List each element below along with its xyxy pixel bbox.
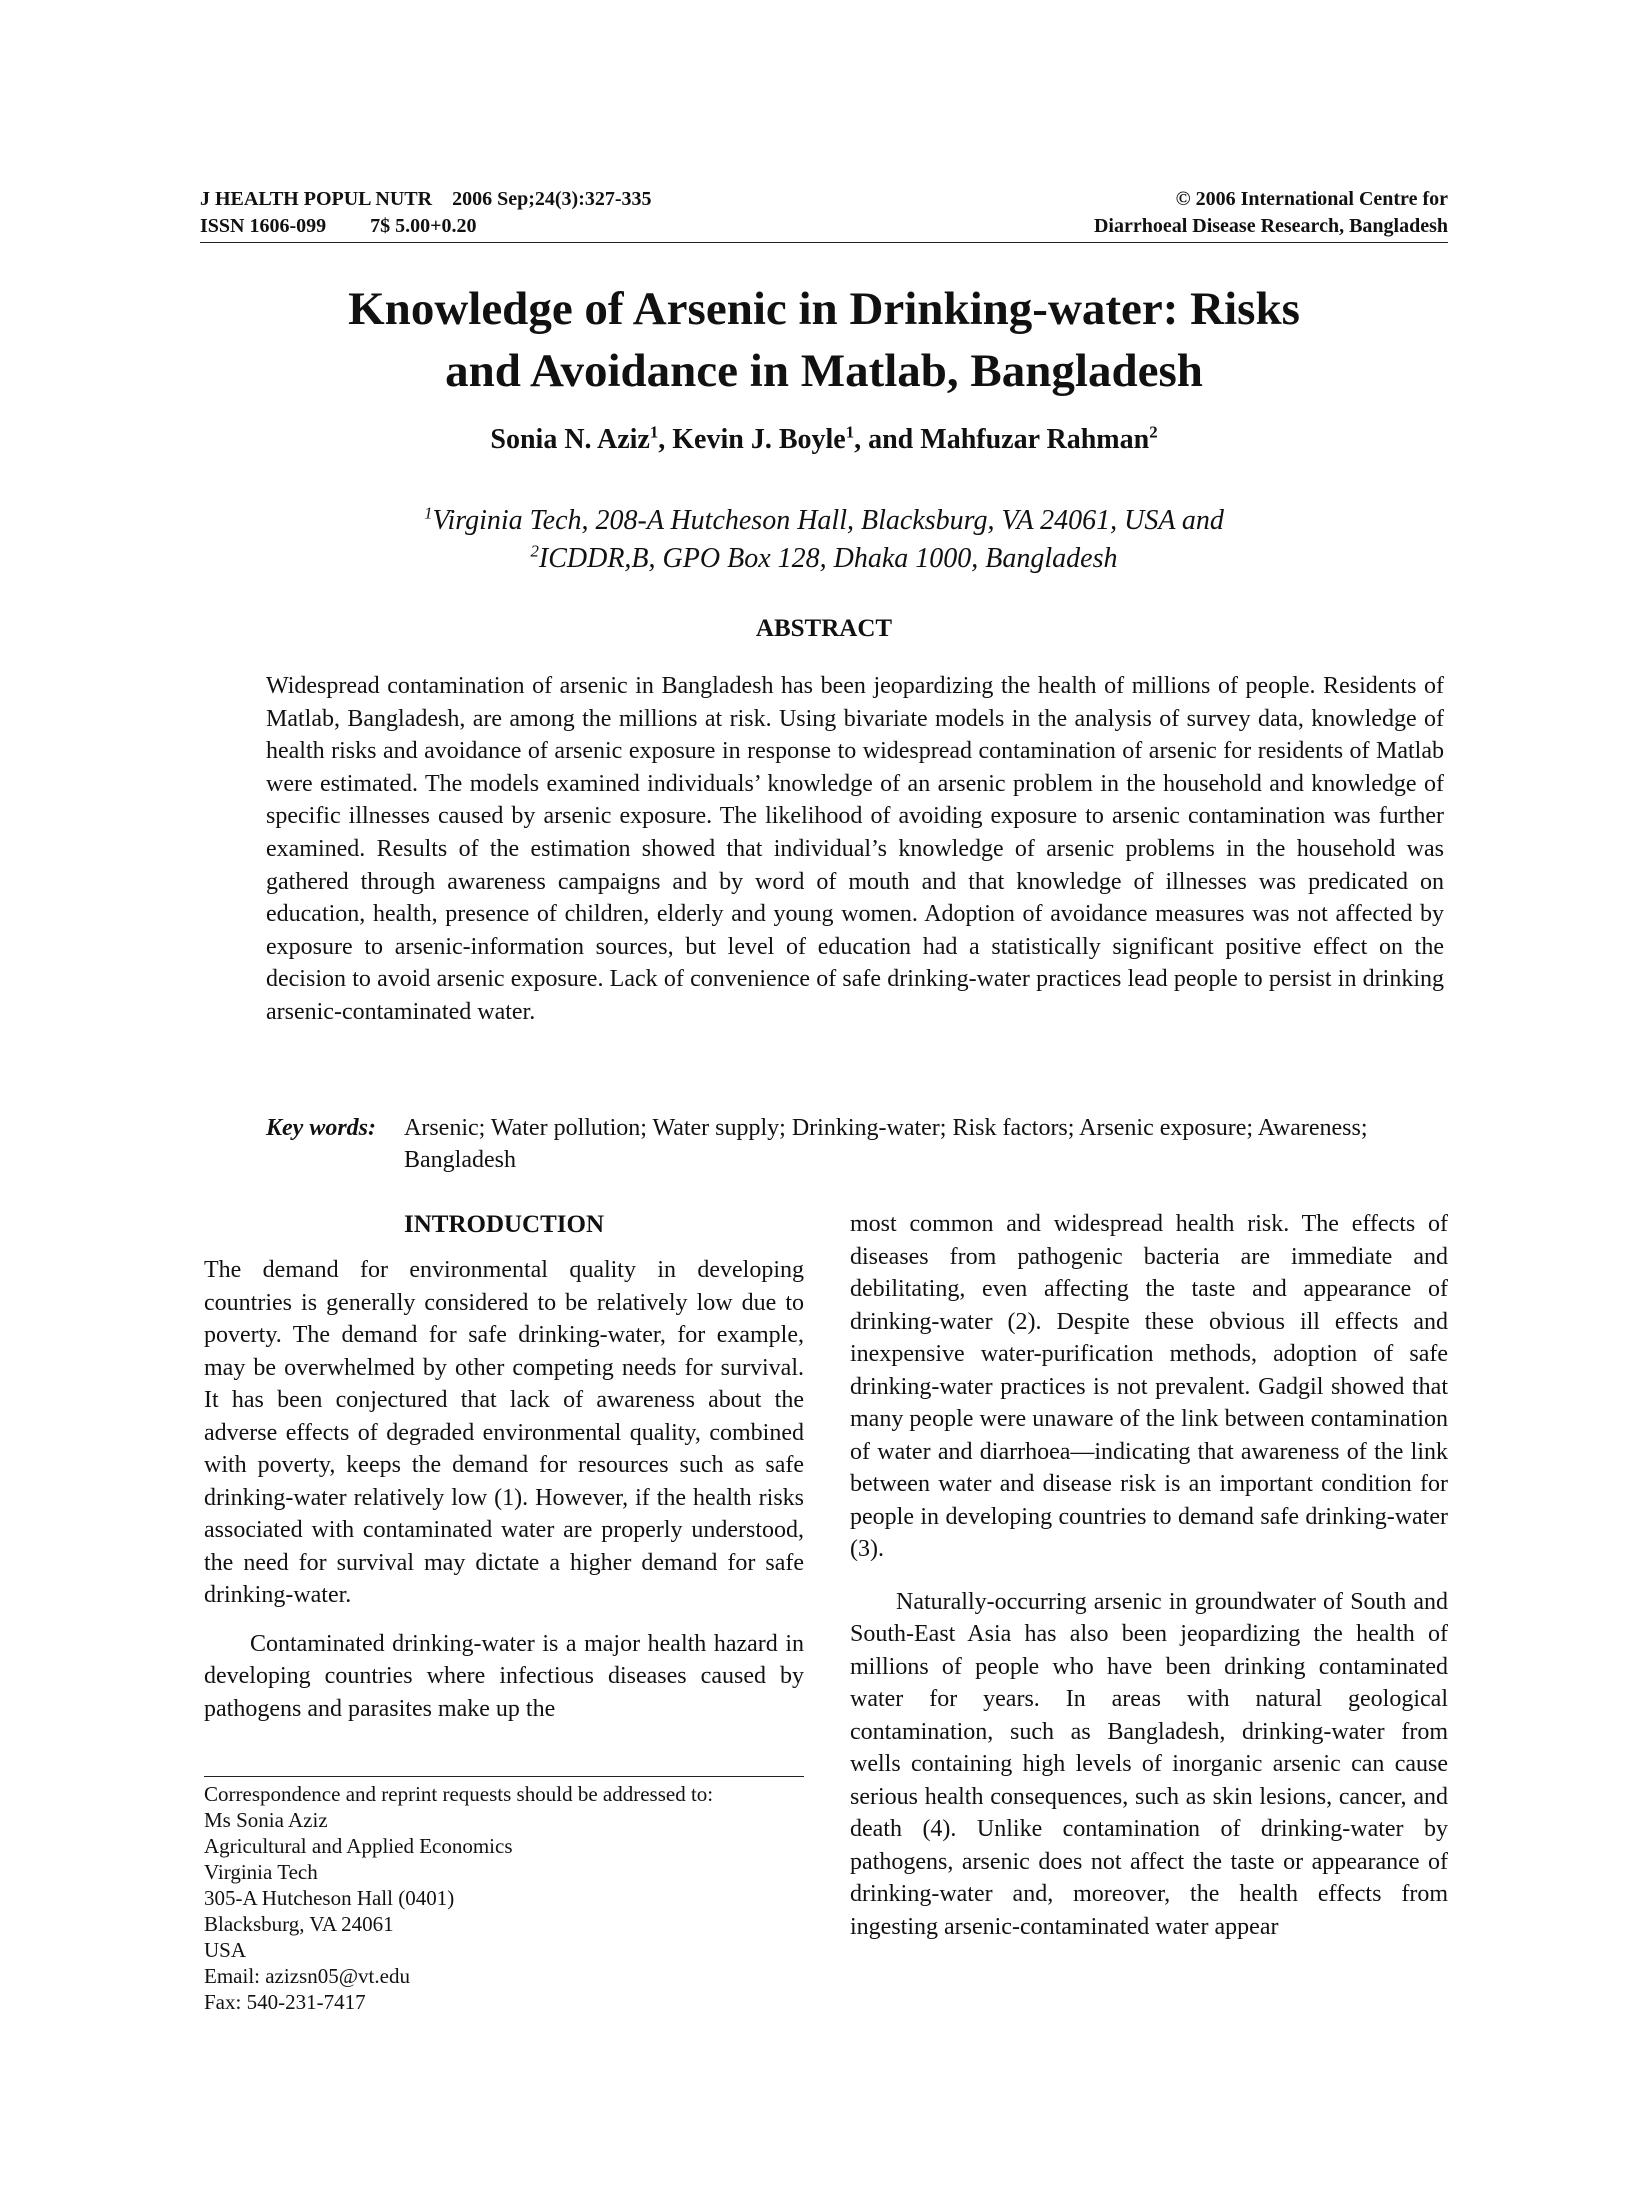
author-2-affil: 1 — [845, 422, 855, 442]
intro-paragraph-2: Contaminated drinking-water is a major health hazard in developing countries where infectious diseases caused by pathogens and parasites make up the — [204, 1630, 804, 1722]
corr-line: Ms Sonia Aziz — [204, 1808, 328, 1832]
keywords-label: Key words: — [266, 1115, 376, 1141]
keywords — [266, 1112, 1444, 1176]
left-column — [204, 1208, 804, 1725]
header-issn: ISSN 1606-099 7$ 5.00+0.20 — [200, 215, 477, 237]
title-line-1: Knowledge of Arsenic in Drinking-water: Risks — [348, 283, 1300, 335]
title-line-2: and Avoidance in Matlab, Bangladesh — [445, 345, 1203, 397]
affiliation-2: $^2$ICDDR,B, GPO Box 128, Dhaka 1000, Bangladesh — [530, 541, 1118, 574]
author-1-affil: 1 — [649, 422, 659, 442]
intro-paragraph-3: Naturally-occurring arsenic in groundwater of South and South-East Asia has also been jeopardizing the health of millions of people who have been drinking contaminated water for years. In areas with natural geological contamination, such as Bangladesh, drinking-water from wells containing high levels of inorganic arsenic can cause serious health consequences, such as skin lesions, cancer, and death (4). Unlike contamination of drinking-water by pathogens, arsenic does not affect the taste or appearance of drinking-water and, moreover, the health effects from ingesting arsenic-contaminated water appear — [850, 1588, 1448, 1940]
affiliations — [200, 502, 1448, 578]
correspondence-footnote — [204, 1776, 804, 2015]
keywords-text: Arsenic; Water pollution; Water supply; Drinking-water; Risk factors; Arsenic exposure; Awareness; Bangladesh — [404, 1115, 1368, 1173]
author-list: Sonia N. Aziz$^1$, Kevin J. Boyle$^1$, and Mahfuzar Rahman$^2$ — [490, 422, 1158, 455]
intro-paragraph-2-continued: most common and widespread health risk. The effects of diseases from pathogenic bacteria are immediate and debilitating, even affecting the taste and appearance of drinking-water (2). Despite these obvious ill effects and inexpensive water-purification methods, adoption of safe drinking-water practices is not prevalent. Gadgil showed that many people were unaware of the link between contamination of water and diarrhoea—indicating that awareness of the link between water and disease risk is an important condition for people in developing countries to demand safe drinking-water (3). — [850, 1211, 1448, 1562]
header-row-2 — [200, 213, 1448, 240]
affiliation-1: $^1$Virginia Tech, 208-A Hutcheson Hall, Blacksburg, VA 24061, USA and — [424, 503, 1224, 536]
author-2: Kevin J. Boyle — [672, 424, 846, 455]
corr-line: USA — [204, 1938, 247, 1962]
intro-paragraph-1: The demand for environmental quality in developing countries is generally considered to be relatively low due to poverty. The demand for safe drinking-water, for example, may be overwhelmed by other competing needs for survival. It has been conjectured that lack of awareness about the adverse effects of degraded environmental quality, combined with poverty, keeps the demand for resources such as safe drinking-water relatively low (1). However, if the health risks associated with contaminated water are properly understood, the need for survival may dictate a higher demand for safe drinking-water. — [204, 1257, 804, 1608]
author-3: Mahfuzar Rahman — [920, 424, 1150, 455]
corr-line: Virginia Tech — [204, 1860, 318, 1884]
corr-line: Agricultural and Applied Economics — [204, 1834, 513, 1858]
corr-line: 305-A Hutcheson Hall (0401) — [204, 1886, 455, 1910]
header-publisher: Diarrhoeal Disease Research, Bangladesh — [1093, 215, 1448, 237]
right-column — [850, 1208, 1448, 1943]
author-3-affil: 2 — [1149, 422, 1158, 442]
corr-email: Email: azizsn05@vt.edu — [204, 1964, 410, 1988]
corr-fax: Fax: 540-231-7417 — [204, 1990, 366, 2014]
corr-line: Blacksburg, VA 24061 — [204, 1912, 394, 1936]
abstract-text: Widespread contamination of arsenic in Bangladesh has been jeopardizing the health of millions of people. Residents of Matlab, Bangladesh, are among the millions at risk. Using bivariate models in the analysis of survey data, knowledge of health risks and avoidance of arsenic exposure in response to widespread contamination of arsenic for residents of Matlab were estimated. The models examined individuals’ knowledge of an arsenic problem in the household and knowledge of specific illnesses caused by arsenic exposure. The likelihood of avoiding exposure to arsenic contamination was further examined. Results of the estimation showed that individual’s knowledge of arsenic problems in the household was gathered through awareness campaigns and by word of mouth and that knowledge of illnesses was predicated on education, health, presence of children, elderly and young women. Adoption of avoidance measures was not affected by exposure to arsenic-information sources, but level of education had a statistically significant positive effect on the decision to avoid arsenic exposure. Lack of convenience of safe drinking-water practices lead people to persist in drinking arsenic-contaminated water. — [266, 673, 1444, 1025]
header-copyright: © 2006 International Centre for — [1175, 188, 1448, 210]
header-journal-citation: J HEALTH POPUL NUTR 2006 Sep;24(3):327-335 — [200, 188, 652, 210]
introduction-heading: INTRODUCTION — [403, 1211, 605, 1238]
running-header — [200, 186, 1448, 243]
header-row-1 — [200, 186, 1448, 213]
corr-line: Correspondence and reprint requests should be addressed to: — [204, 1782, 714, 1806]
article-title — [200, 278, 1448, 402]
author-1: Sonia N. Aziz — [490, 424, 650, 455]
abstract-heading: ABSTRACT — [755, 615, 893, 642]
